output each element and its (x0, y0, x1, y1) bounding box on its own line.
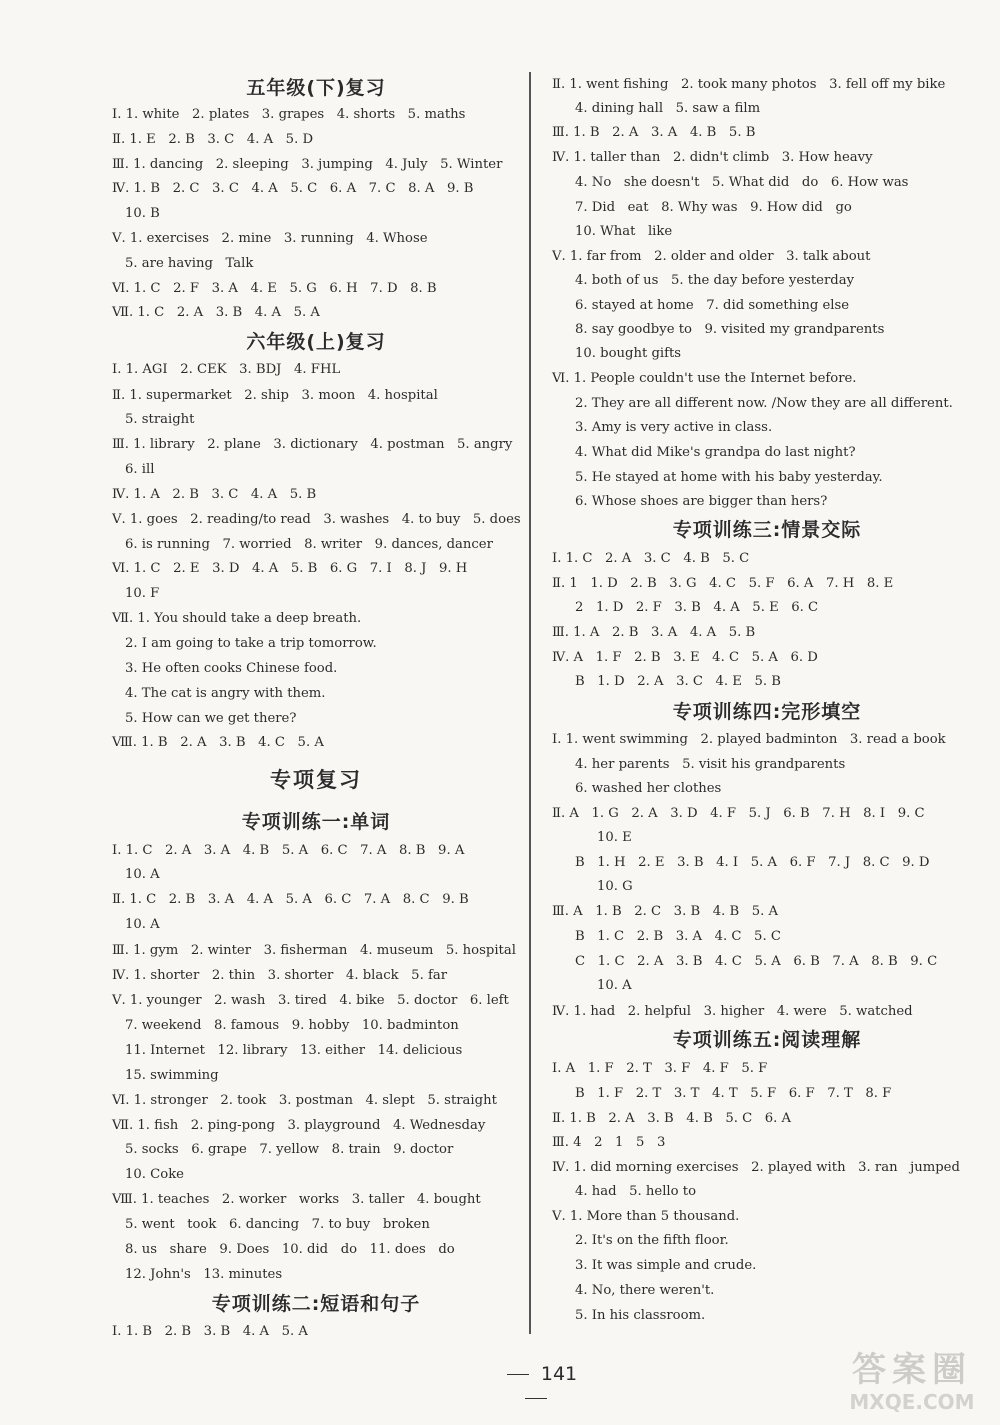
answer-line: 7. Did eat 8. Why was 9. How did go (575, 200, 852, 215)
answer-line: 6. stayed at home 7. did something else (575, 298, 850, 313)
answer-line: 6. Whose shoes are bigger than hers? (575, 494, 828, 509)
training2-heading: 专项训练二:短语和句子 (211, 1293, 421, 1315)
answer-line: Ⅳ. 1. taller than 2. didn't climb 3. How heavy (552, 150, 873, 165)
answer-line: 10. F (125, 586, 160, 601)
answer-line: 2. I am going to take a trip tomorrow. (125, 636, 377, 651)
answer-line: Ⅵ. 1. stronger 2. took 3. postman 4. slept 5. straight (112, 1093, 497, 1108)
answer-line: 15. swimming (125, 1068, 219, 1083)
answer-line: Ⅴ. 1. goes 2. reading/to read 3. washes 4. to buy 5. does (112, 512, 521, 527)
answer-line: Ⅰ. 1. AGI 2. CEK 3. BDJ 4. FHL (112, 362, 341, 377)
training1-heading: 专项训练一:单词 (241, 811, 391, 833)
answer-line: B 1. C 2. B 3. A 4. C 5. C (575, 929, 781, 944)
answer-line: Ⅱ. 1 1. D 2. B 3. G 4. C 5. F 6. A 7. H 8. E (552, 576, 894, 591)
answer-line: Ⅰ. 1. B 2. B 3. B 4. A 5. A (112, 1324, 308, 1339)
grade5-review-heading: 五年级(下)复习 (246, 77, 386, 99)
answer-line: 8. us share 9. Does 10. did do 11. does do (125, 1242, 455, 1257)
answer-line: Ⅶ. 1. fish 2. ping-pong 3. playground 4. Wednesday (112, 1118, 486, 1133)
training5-heading: 专项训练五:阅读理解 (672, 1029, 862, 1051)
answer-line: Ⅴ. 1. More than 5 thousand. (552, 1209, 740, 1224)
watermark-logo-text: 答案圈 (852, 1350, 972, 1390)
answer-line: 10. A (125, 917, 160, 932)
answer-line: B 1. H 2. E 3. B 4. I 5. A 6. F 7. J 8. C 9. D (575, 855, 930, 870)
answer-line: Ⅱ. 1. B 2. A 3. B 4. B 5. C 6. A (552, 1111, 792, 1126)
column-divider (529, 72, 531, 1334)
answer-line: 3. He often cooks Chinese food. (125, 661, 338, 676)
answer-line: 5. went took 6. dancing 7. to buy broken (125, 1217, 430, 1232)
answer-line: 4. The cat is angry with them. (125, 686, 326, 701)
answer-line: 5. are having Talk (125, 256, 254, 271)
training4-heading: 专项训练四:完形填空 (672, 701, 862, 723)
special-review-heading: 专项复习 (270, 768, 362, 792)
answer-line: Ⅴ. 1. exercises 2. mine 3. running 4. Whose (112, 231, 428, 246)
answer-line: 3. Amy is very active in class. (575, 420, 773, 435)
answer-line: Ⅳ. 1. shorter 2. thin 3. shorter 4. black 5. far (112, 968, 448, 983)
answer-line: Ⅱ. A 1. G 2. A 3. D 4. F 5. J 6. B 7. H 8. I 9. C (552, 806, 925, 821)
answer-line: 3. It was simple and crude. (575, 1258, 757, 1273)
answer-line: 4. dining hall 5. saw a film (575, 101, 761, 116)
answer-line: 10. What like (575, 224, 673, 239)
answer-line: 10. A (597, 978, 632, 993)
answer-line: Ⅳ. A 1. F 2. B 3. E 4. C 5. A 6. D (552, 650, 818, 665)
answer-line: 5. He stayed at home with his baby yesterday. (575, 470, 883, 485)
answer-line: Ⅶ. 1. You should take a deep breath. (112, 611, 362, 626)
answer-line: 8. say goodbye to 9. visited my grandparents (575, 322, 885, 337)
answer-line: 10. B (125, 206, 160, 221)
answer-line: Ⅳ. 1. A 2. B 3. C 4. A 5. B (112, 487, 317, 502)
training3-heading: 专项训练三:情景交际 (672, 519, 862, 541)
answer-line: 2. They are all different now. /Now they are all different. (575, 396, 953, 411)
answer-line: Ⅶ. 1. C 2. A 3. B 4. A 5. A (112, 305, 320, 320)
answer-line: 2. It's on the fifth floor. (575, 1233, 729, 1248)
answer-line: Ⅳ. 1. did morning exercises 2. played with 3. ran jumped (552, 1160, 960, 1175)
answer-line: Ⅱ. 1. supermarket 2. ship 3. moon 4. hospital (112, 388, 438, 403)
answer-line: 4. both of us 5. the day before yesterday (575, 273, 855, 288)
answer-line: Ⅴ. 1. younger 2. wash 3. tired 4. bike 5. doctor 6. left (112, 993, 509, 1008)
answer-line: Ⅵ. 1. C 2. F 3. A 4. E 5. G 6. H 7. D 8. B (112, 281, 437, 296)
answer-line: 4. her parents 5. visit his grandparents (575, 757, 846, 772)
page-number-dash-left (507, 1374, 529, 1375)
answer-line: 4. What did Mike's grandpa do last night? (575, 445, 856, 460)
page-number-text: 141 (540, 1363, 578, 1385)
answer-line: Ⅲ. 1. gym 2. winter 3. fisherman 4. museum 5. hospital (112, 943, 516, 958)
answer-line: Ⅲ. 1. B 2. A 3. A 4. B 5. B (552, 125, 756, 140)
answer-line: 4. No, there weren't. (575, 1283, 715, 1298)
answer-line: 12. John's 13. minutes (125, 1267, 283, 1282)
answer-line: 5. How can we get there? (125, 711, 297, 726)
answer-line: Ⅲ. A 1. B 2. C 3. B 4. B 5. A (552, 904, 779, 919)
answer-line: Ⅲ. 1. dancing 2. sleeping 3. jumping 4. July 5. Winter (112, 157, 503, 172)
answer-line: Ⅰ. 1. went swimming 2. played badminton 3. read a book (552, 732, 946, 747)
answer-line: Ⅵ. 1. People couldn't use the Internet before. (552, 371, 857, 386)
answer-line: 5. In his classroom. (575, 1308, 706, 1323)
page-number (476, 1362, 596, 1410)
answer-line: Ⅱ. 1. E 2. B 3. C 4. A 5. D (112, 132, 314, 147)
answer-line: Ⅲ. 4 2 1 5 3 (552, 1135, 666, 1150)
answer-line: 4. No she doesn't 5. What did do 6. How was (575, 175, 909, 190)
answer-line: 7. weekend 8. famous 9. hobby 10. badminton (125, 1018, 459, 1033)
answer-line: 10. bought gifts (575, 346, 682, 361)
answer-line: Ⅲ. 1. library 2. plane 3. dictionary 4. postman 5. angry (112, 437, 513, 452)
answer-line: C 1. C 2. A 3. B 4. C 5. A 6. B 7. A 8. B 9. C (575, 954, 938, 969)
answer-line: 6. ill (125, 462, 155, 477)
answer-line: Ⅷ. 1. B 2. A 3. B 4. C 5. A (112, 735, 324, 750)
watermark-url: MXQE.COM (849, 1390, 975, 1414)
answer-line: Ⅱ. 1. went fishing 2. took many photos 3. fell off my bike (552, 77, 946, 92)
answer-line: 5. straight (125, 412, 195, 427)
answer-line: Ⅳ. 1. B 2. C 3. C 4. A 5. C 6. A 7. C 8. A 9. B (112, 181, 474, 196)
answer-line: B 1. F 2. T 3. T 4. T 5. F 6. F 7. T 8. F (575, 1086, 892, 1101)
answer-line: Ⅰ. 1. C 2. A 3. C 4. B 5. C (552, 551, 750, 566)
answer-line: 10. E (597, 830, 632, 845)
answer-line: 5. socks 6. grape 7. yellow 8. train 9. doctor (125, 1142, 454, 1157)
answer-line: B 1. D 2. A 3. C 4. E 5. B (575, 674, 781, 689)
answer-line: 10. A (125, 867, 160, 882)
answer-line: Ⅲ. 1. A 2. B 3. A 4. A 5. B (552, 625, 756, 640)
answer-line: 4. had 5. hello to (575, 1184, 697, 1199)
watermark (828, 1340, 996, 1420)
page-number-dash-right (525, 1398, 547, 1399)
answer-line: Ⅴ. 1. far from 2. older and older 3. talk about (552, 249, 871, 264)
answer-line: Ⅰ. 1. C 2. A 3. A 4. B 5. A 6. C 7. A 8. B 9. A (112, 843, 465, 858)
answer-line: 6. is running 7. worried 8. writer 9. dances, dancer (125, 537, 493, 552)
answer-line: 11. Internet 12. library 13. either 14. delicious (125, 1043, 463, 1058)
grade6-review-heading: 六年级(上)复习 (246, 331, 386, 353)
answer-line: Ⅰ. 1. white 2. plates 3. grapes 4. shorts 5. maths (112, 107, 466, 122)
answer-line: 10. Coke (125, 1167, 184, 1182)
answer-line: 10. G (597, 879, 633, 894)
answer-line: Ⅰ. A 1. F 2. T 3. F 4. F 5. F (552, 1061, 768, 1076)
answer-line: 6. washed her clothes (575, 781, 722, 796)
answer-line: 2 1. D 2. F 3. B 4. A 5. E 6. C (575, 600, 819, 615)
answer-line: Ⅳ. 1. had 2. helpful 3. higher 4. were 5. watched (552, 1004, 913, 1019)
answer-line: Ⅵ. 1. C 2. E 3. D 4. A 5. B 6. G 7. I 8. J 9. H (112, 561, 468, 576)
answer-line: Ⅷ. 1. teaches 2. worker works 3. taller 4. bought (112, 1192, 481, 1207)
answer-line: Ⅱ. 1. C 2. B 3. A 4. A 5. A 6. C 7. A 8. C 9. B (112, 892, 469, 907)
